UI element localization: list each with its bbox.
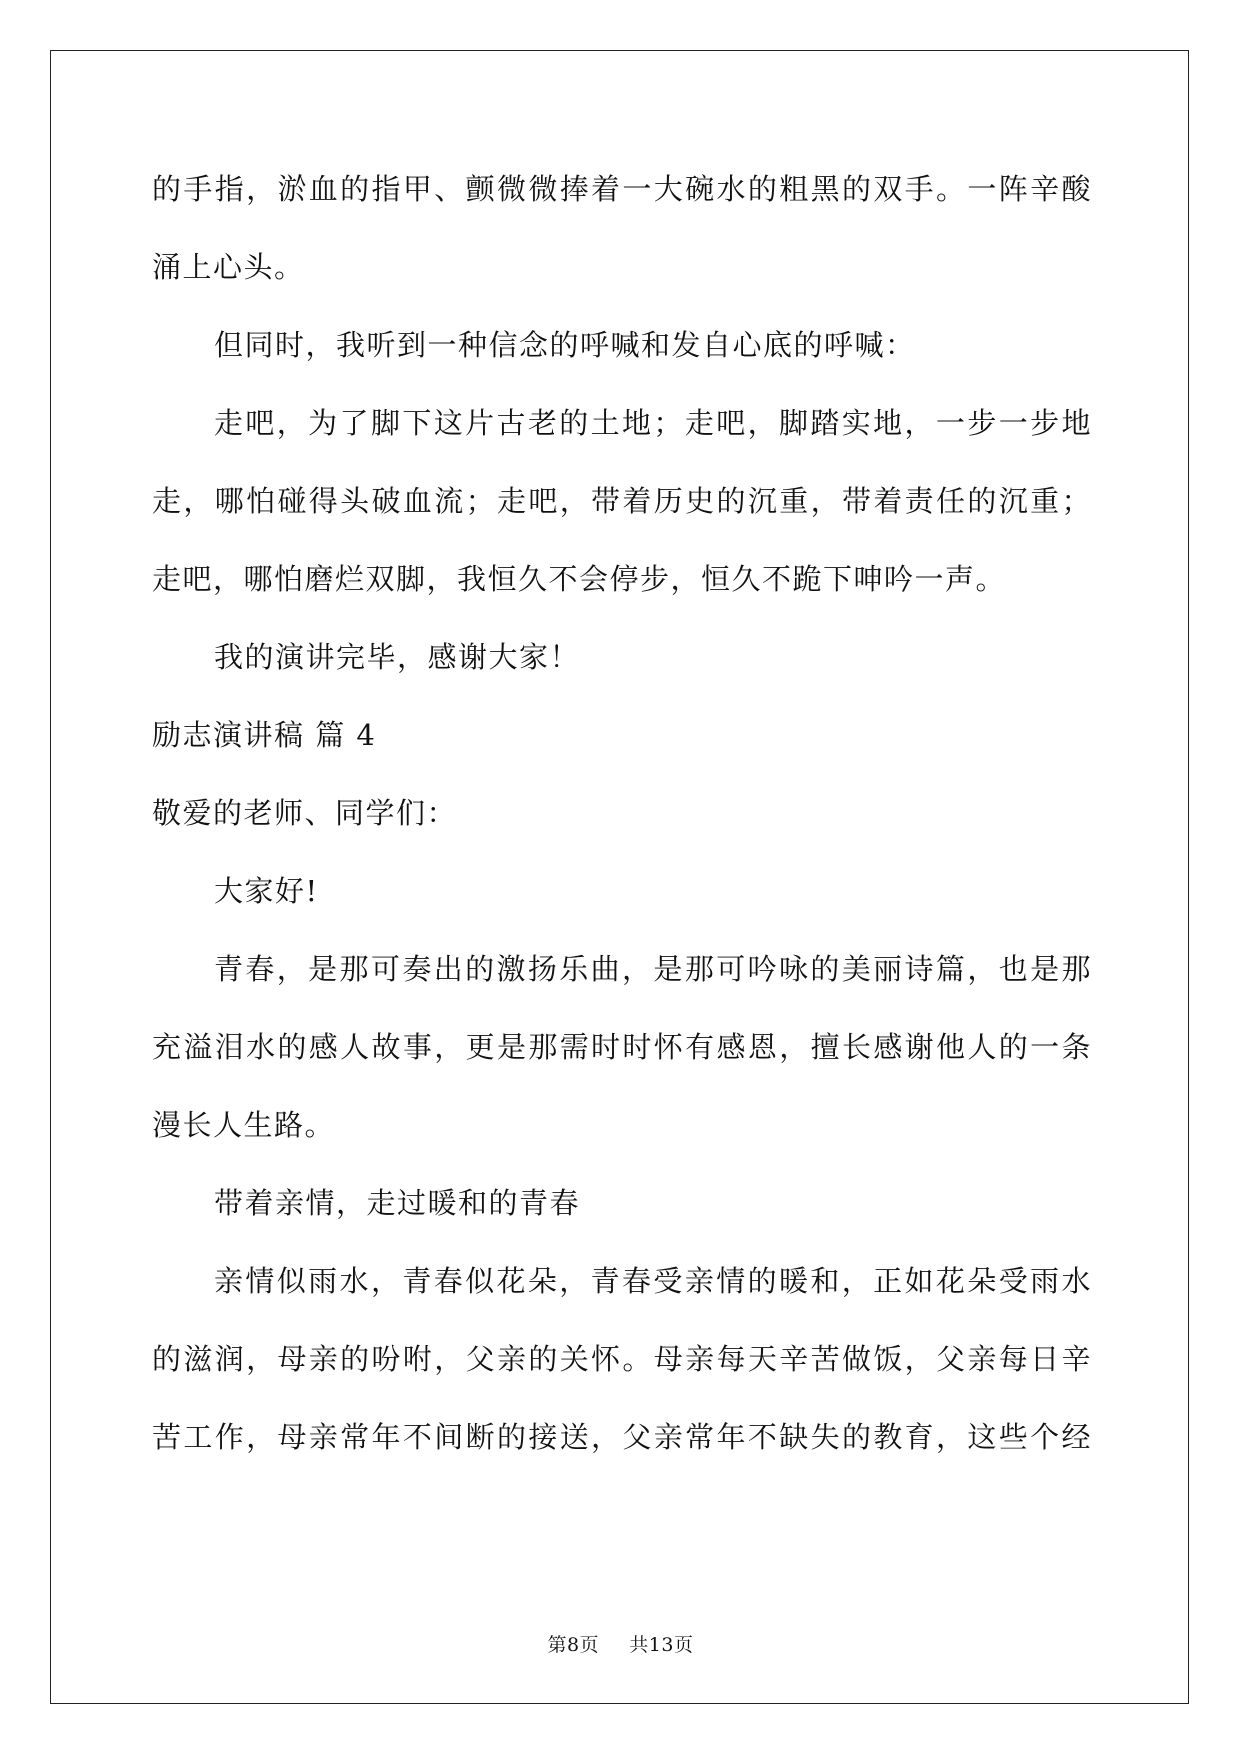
paragraph-line: 的手指，淤血的指甲、颤微微捧着一大碗水的粗黑的双手。一阵辛酸 [152,172,1092,206]
greeting: 大家好! [214,874,319,908]
paragraph-line: 走吧，哪怕磨烂双脚，我恒久不会停步，恒久不跪下呻吟一声。 [152,562,1007,596]
subheading: 带着亲情，走过暖和的青春 [214,1186,581,1220]
salutation: 敬爱的老师、同学们： [152,796,458,830]
paragraph-line: 但同时，我听到一种信念的呼喊和发自心底的呼喊： [214,328,916,362]
paragraph-line: 苦工作，母亲常年不间断的接送，父亲常年不缺失的教育，这些个经 [152,1420,1092,1454]
paragraph-line: 青春，是那可奏出的激扬乐曲，是那可吟咏的美丽诗篇，也是那 [214,952,1092,986]
section-heading: 励志演讲稿 篇 4 [152,718,377,752]
paragraph-line: 我的演讲完毕，感谢大家！ [214,640,581,674]
page-number: 第8页 [547,1634,600,1656]
page-footer [0,1630,1241,1657]
paragraph-line: 充溢泪水的感人故事，更是那需时时怀有感恩，擅长感谢他人的一条 [152,1030,1092,1064]
paragraph-line: 涌上心头。 [152,250,305,284]
paragraph-line: 漫长人生路。 [152,1108,336,1142]
paragraph-line: 亲情似雨水，青春似花朵，青春受亲情的暖和，正如花朵受雨水 [214,1264,1092,1298]
document-body [152,150,1092,1476]
paragraph-line: 走，哪怕碰得头破血流；走吧，带着历史的沉重，带着责任的沉重； [152,484,1092,518]
paragraph-line: 走吧，为了脚下这片古老的土地；走吧，脚踏实地，一步一步地 [214,406,1092,440]
page-total: 共13页 [629,1634,694,1656]
paragraph-line: 的滋润，母亲的吩咐，父亲的关怀。母亲每天辛苦做饭，父亲每日辛 [152,1342,1092,1376]
